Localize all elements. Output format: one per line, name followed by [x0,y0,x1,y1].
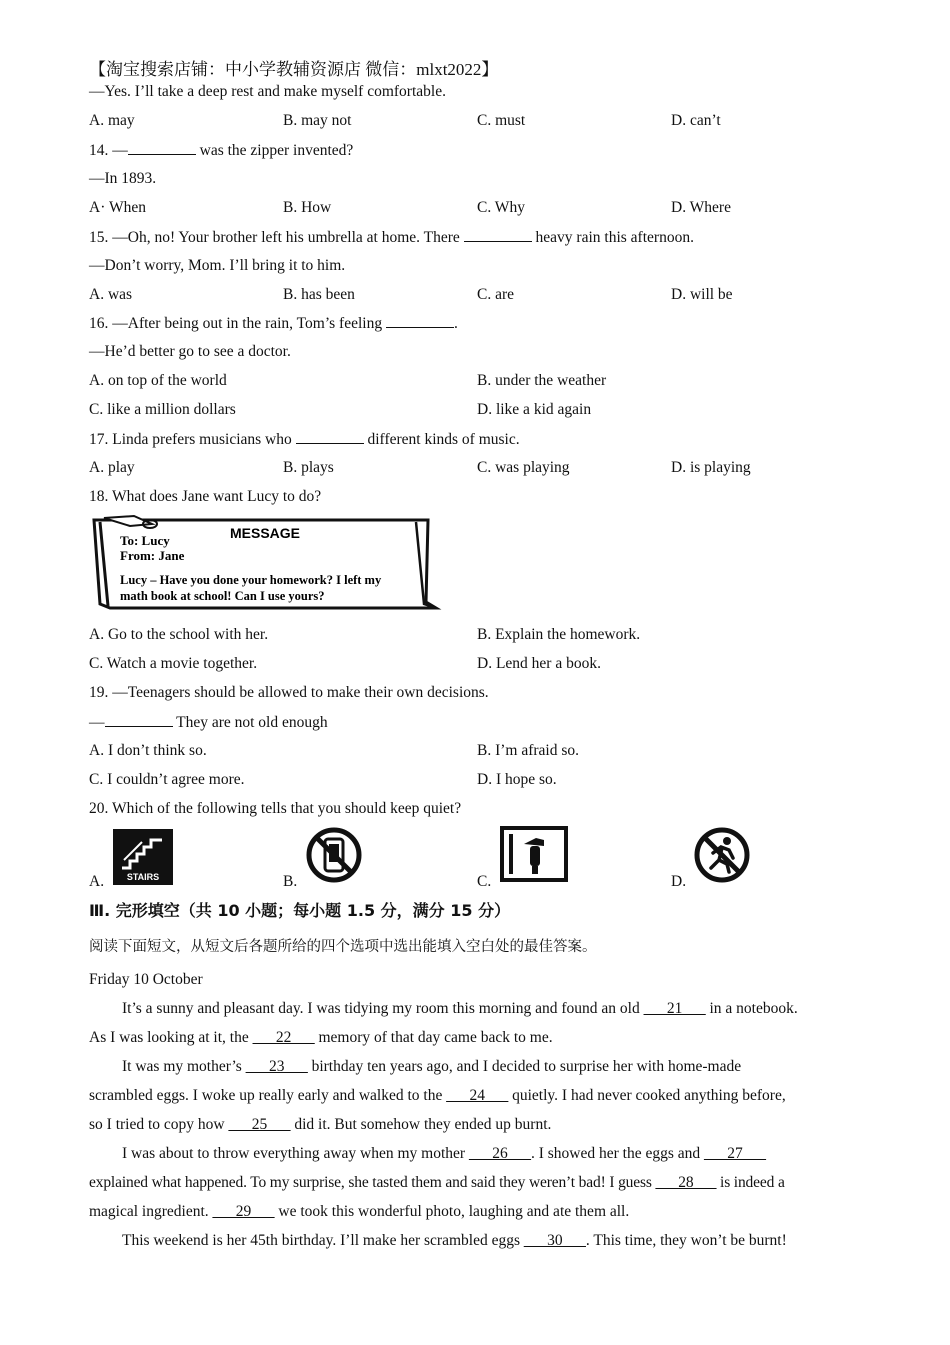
page-header: 【淘宝搜索店铺：中小学教辅资源店 微信：mlxt2022】 [89,60,499,79]
q14-option-a[interactable]: A· When [89,199,146,216]
stairs-sign-label: STAIRS [126,872,160,882]
q15-option-a[interactable]: A. was [89,286,133,303]
q16-option-d[interactable]: D. like a kid again [477,401,592,418]
q20-option-d[interactable]: D. [671,873,687,890]
q18-stem: 18. What does Jane want Lucy to do? [89,488,322,505]
q13-option-b[interactable]: B. may not [283,112,352,129]
q18-option-d[interactable]: D. Lend her a book. [477,655,601,672]
passage-line-7: explained what happened. To my surprise, she tasted them and said they weren’t bad! I guess ___28___ is indeed a [89,1174,785,1191]
q15-option-b[interactable]: B. has been [283,286,355,303]
q15-reply: —Don’t worry, Mom. I’ll bring it to him. [89,257,346,274]
q20-option-b[interactable]: B. [283,873,298,890]
passage-line-2: As I was looking at it, the ___22___ memory of that day came back to me. [89,1029,553,1046]
passage-line-8: magical ingredient. ___29___ we took this wonderful photo, laughing and ate them all. [89,1203,630,1220]
q19-blank [105,712,173,727]
q14-option-d[interactable]: D. Where [671,199,731,216]
q14-option-c[interactable]: C. Why [477,199,525,216]
q17-option-d[interactable]: D. is playing [671,459,751,476]
passage-line-3: It was my mother’s ___23___ birthday ten years ago, and I decided to surprise her with home-made [122,1058,742,1075]
q17-stem: 17. Linda prefers musicians who different kinds of music. [89,431,520,448]
q15-option-c[interactable]: C. are [477,286,515,303]
q19-option-c[interactable]: C. I couldn’t agree more. [89,771,245,788]
message-body-line1: Lucy – Have you done your homework? I left my [120,573,382,587]
message-from: From: Jane [120,548,185,563]
q15-stem: 15. —Oh, no! Your brother left his umbrella at home. There heavy rain this afternoon. [89,229,694,246]
q14-stem: 14. — was the zipper invented? [89,142,354,159]
q13-option-a[interactable]: A. may [89,112,135,129]
q16-reply: —He’d better go to see a doctor. [89,343,291,360]
section-3-title: Ⅲ. 完形填空（共 10 小题；每小题 1.5 分，满分 15 分） [89,901,511,920]
passage-date: Friday 10 October [89,971,203,988]
q17-option-b[interactable]: B. plays [283,459,334,476]
blank-28[interactable]: ___28___ [655,1174,717,1191]
q16-option-c[interactable]: C. like a million dollars [89,401,236,418]
q13-reply: —Yes. I’ll take a deep rest and make myself comfortable. [89,83,446,100]
blank-21[interactable]: ___21___ [643,1000,706,1017]
q17-option-a[interactable]: A. play [89,459,135,476]
q19-stem: 19. —Teenagers should be allowed to make their own decisions. [89,684,489,701]
message-body-line2: math book at school! Can I use yours? [120,589,325,603]
q15-blank [464,227,532,242]
q20-stem: 20. Which of the following tells that you should keep quiet? [89,800,462,817]
passage-line-4: scrambled eggs. I woke up really early and walked to the ___24___ quietly. I had never cooked anything before, [89,1087,786,1104]
message-title: MESSAGE [230,525,301,541]
q16-option-a[interactable]: A. on top of the world [89,372,227,389]
no-running-sign-icon [693,826,751,884]
q20-option-c[interactable]: C. [477,873,492,890]
message-to: To: Lucy [120,533,170,548]
q14-reply: —In 1893. [89,170,157,187]
q19-option-a[interactable]: A. I don’t think so. [89,742,207,759]
no-phone-sign-icon [305,826,363,884]
message-note-image [90,514,442,614]
q18-option-a[interactable]: A. Go to the school with her. [89,626,269,643]
blank-30[interactable]: ___30___ [523,1232,586,1249]
section-3-instruction: 阅读下面短文，从短文后各题所给的四个选项中选出能填入空白处的最佳答案。 [89,939,597,955]
q15-option-d[interactable]: D. will be [671,286,733,303]
q18-option-b[interactable]: B. Explain the homework. [477,626,641,643]
blank-25[interactable]: ___25___ [228,1116,291,1133]
q17-blank [296,429,364,444]
blank-23[interactable]: ___23___ [245,1058,308,1075]
q13-option-d[interactable]: D. can’t [671,112,721,129]
q19-reply: — They are not old enough [89,714,328,731]
q17-option-c[interactable]: C. was playing [477,459,570,476]
passage-line-1: It’s a sunny and pleasant day. I was tidying my room this morning and found an old ___21___ in a notebook. [122,1000,798,1017]
blank-26[interactable]: ___26___ [468,1145,531,1162]
passage-line-6: I was about to throw everything away when my mother ___26___. I showed her the eggs and ___27___ [122,1145,766,1162]
passage-line-5: so I tried to copy how ___25___ did it. But somehow they ended up burnt. [89,1116,552,1133]
q18-option-c[interactable]: C. Watch a movie together. [89,655,258,672]
q16-stem: 16. —After being out in the rain, Tom’s feeling . [89,315,458,332]
passage-line-9: This weekend is her 45th birthday. I’ll make her scrambled eggs ___30___. This time, they won’t be burnt! [122,1232,787,1249]
q16-blank [386,313,454,328]
blank-27[interactable]: ___27___ [704,1145,766,1162]
q19-option-b[interactable]: B. I’m afraid so. [477,742,580,759]
blank-29[interactable]: ___29___ [212,1203,275,1220]
q13-option-c[interactable]: C. must [477,112,526,129]
q20-option-a[interactable]: A. [89,873,105,890]
fire-extinguisher-sign-icon [500,826,568,882]
stairs-sign-icon [112,828,174,886]
q16-option-b[interactable]: B. under the weather [477,372,607,389]
blank-24[interactable]: ___24___ [446,1087,509,1104]
q14-option-b[interactable]: B. How [283,199,332,216]
blank-22[interactable]: ___22___ [252,1029,315,1046]
q19-option-d[interactable]: D. I hope so. [477,771,557,788]
q14-blank [128,140,196,155]
